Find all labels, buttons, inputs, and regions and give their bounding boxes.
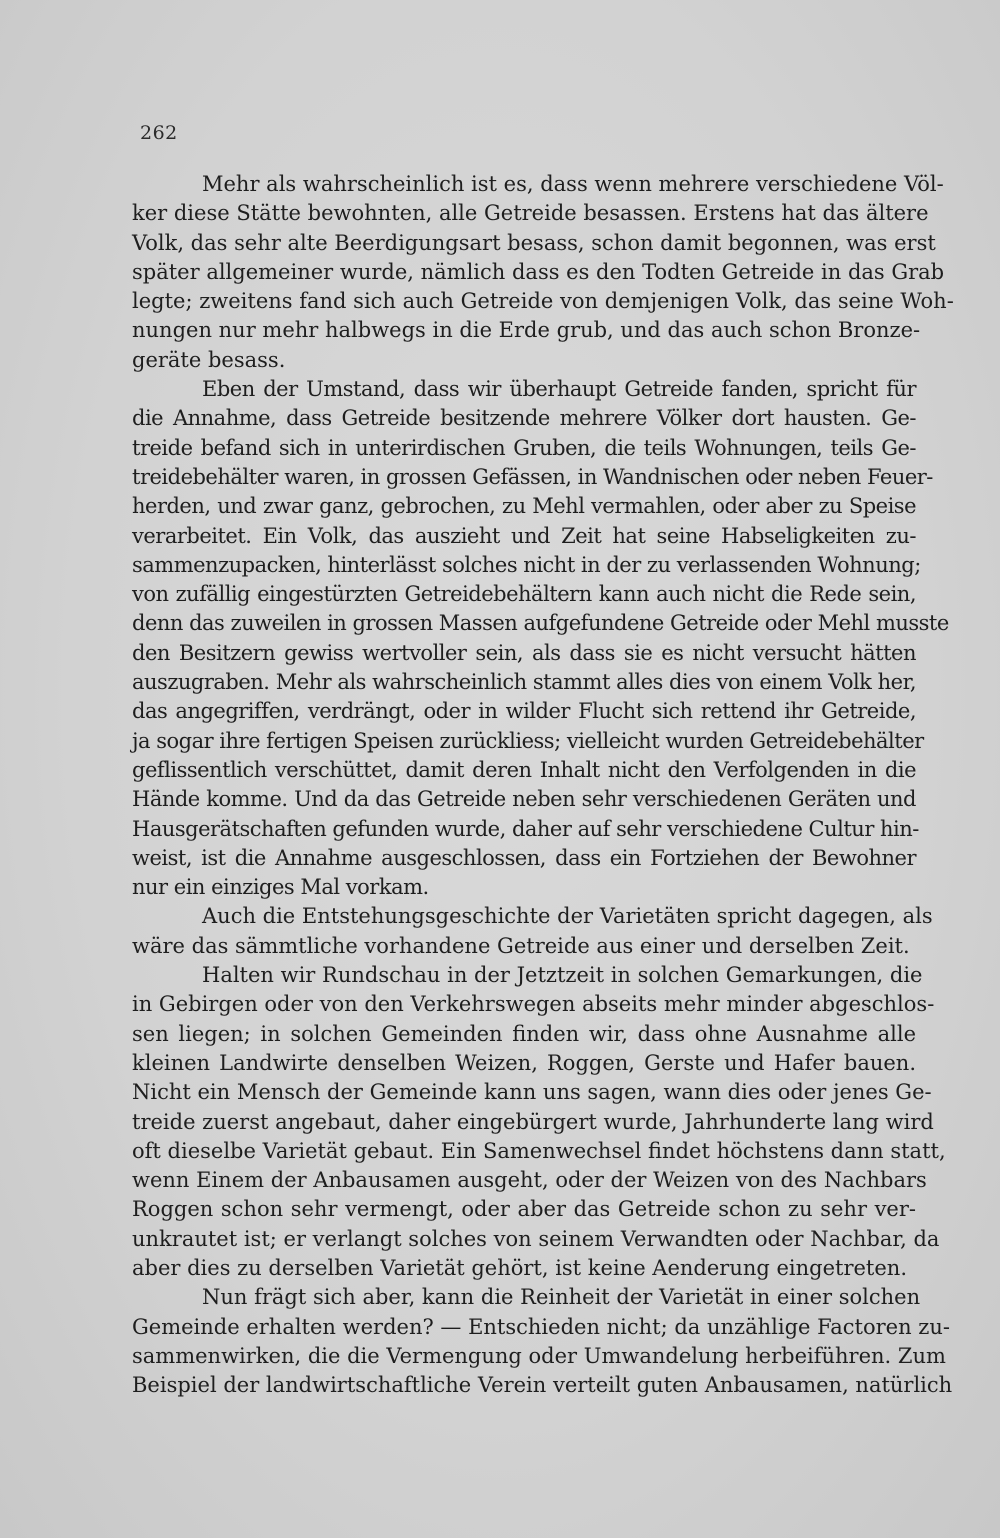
text-line: oft dieselbe Varietät gebaut. Ein Samenwechsel findet höchstens dann statt, — [132, 1138, 946, 1163]
text-line: verarbeitet. Ein Volk, das auszieht und Zeit hat seine Habseligkeiten zu- — [132, 523, 916, 548]
text-line: nur ein einziges Mal vorkam. — [132, 875, 429, 900]
text-line: geräte besass. — [132, 347, 286, 372]
text-line: Nicht ein Mensch der Gemeinde kann uns sagen, wann dies oder jenes Ge- — [132, 1080, 932, 1105]
text-line: unkrautet ist; er verlangt solches von seinem Verwandten oder Nachbar, da — [132, 1226, 940, 1251]
paragraph — [132, 961, 946, 1283]
text-line: herden, und zwar ganz, gebrochen, zu Mehl vermahlen, oder aber zu Speise — [132, 494, 916, 519]
text-line: treidebehälter waren, in grossen Gefässen, in Wandnischen oder neben Feuer- — [132, 464, 933, 489]
text-line: wenn Einem der Anbausamen ausgeht, oder der Weizen von des Nachbars — [132, 1168, 927, 1193]
text-line: Gemeinde erhalten werden? — Entschieden nicht; da unzählige Factoren zu- — [132, 1314, 950, 1339]
text-line: den Besitzern gewiss wertvoller sein, als dass sie es nicht versucht hätten — [132, 640, 916, 665]
paragraph — [132, 170, 954, 375]
text-line: sammenwirken, die die Vermengung oder Umwandelung herbeiführen. Zum — [132, 1343, 946, 1368]
text-line: Hände komme. Und da das Getreide neben sehr verschiedenen Geräten und — [132, 787, 916, 812]
text-line: Halten wir Rundschau in der Jetztzeit in solchen Gemarkungen, die — [202, 963, 923, 988]
text-line: nungen nur mehr halbwegs in die Erde grub, und das auch schon Bronze- — [132, 318, 921, 343]
text-line: kleinen Landwirte denselben Weizen, Roggen, Gerste und Hafer bauen. — [132, 1050, 916, 1075]
text-line: treide zuerst angebaut, daher eingebürgert wurde, Jahrhunderte lang wird — [132, 1109, 934, 1134]
text-line: ja sogar ihre fertigen Speisen zurückliess; vielleicht wurden Getreidebehälter — [132, 728, 924, 753]
text-line: von zufällig eingestürzten Getreidebehältern kann auch nicht die Rede sein, — [132, 582, 916, 607]
paragraph — [132, 375, 949, 902]
text-line: Auch die Entstehungsgeschichte der Varietäten spricht dagegen, als — [202, 904, 933, 929]
text-line: geflissentlich verschüttet, damit deren Inhalt nicht den Verfolgenden in die — [132, 757, 916, 782]
text-line: Beispiel der landwirtschaftliche Verein verteilt guten Anbausamen, natürlich — [132, 1373, 953, 1398]
text-line: ker diese Stätte bewohnten, alle Getreide besassen. Erstens hat das ältere — [132, 201, 929, 226]
text-line: weist, ist die Annahme ausgeschlossen, dass ein Fortziehen der Bewohner — [132, 845, 916, 870]
text-line: Roggen schon sehr vermengt, oder aber das Getreide schon zu sehr ver- — [132, 1197, 916, 1222]
text-line: treide befand sich in unterirdischen Gruben, die teils Wohnungen, teils Ge- — [132, 435, 916, 460]
paragraph — [132, 1283, 953, 1400]
body-text — [132, 170, 954, 1400]
text-line: Eben der Umstand, dass wir überhaupt Getreide fanden, spricht für — [202, 377, 916, 402]
text-line: denn das zuweilen in grossen Massen aufgefundene Getreide oder Mehl musste — [132, 611, 949, 636]
paragraph — [132, 902, 933, 961]
text-line: in Gebirgen oder von den Verkehrswegen abseits mehr minder abgeschlos- — [132, 992, 935, 1017]
page-number: 262 — [140, 122, 178, 144]
text-line: Nun frägt sich aber, kann die Reinheit der Varietät in einer solchen — [202, 1285, 921, 1310]
text-line: sen liegen; in solchen Gemeinden finden wir, dass ohne Ausnahme alle — [132, 1021, 916, 1046]
text-line: Volk, das sehr alte Beerdigungsart besass, schon damit begonnen, was erst — [132, 230, 936, 255]
text-line: das angegriffen, verdrängt, oder in wilder Flucht sich rettend ihr Getreide, — [132, 699, 916, 724]
text-line: später allgemeiner wurde, nämlich dass es den Todten Getreide in das Grab — [132, 259, 945, 284]
text-line: sammenzupacken, hinterlässt solches nicht in der zu verlassenden Wohnung; — [132, 552, 921, 577]
text-line: Mehr als wahrscheinlich ist es, dass wenn mehrere verschiedene Völ- — [202, 172, 944, 196]
text-line: Hausgerätschaften gefunden wurde, daher auf sehr verschiedene Cultur hin- — [132, 816, 919, 841]
text-line: die Annahme, dass Getreide besitzende mehrere Völker dort hausten. Ge- — [132, 406, 916, 431]
text-line: aber dies zu derselben Varietät gehört, ist keine Aenderung eingetreten. — [132, 1255, 908, 1280]
text-line: legte; zweitens fand sich auch Getreide von demjenigen Volk, das seine Woh- — [132, 289, 954, 314]
text-line: wäre das sämmtliche vorhandene Getreide aus einer und derselben Zeit. — [132, 933, 910, 958]
text-line: auszugraben. Mehr als wahrscheinlich stammt alles dies von einem Volk her, — [132, 670, 916, 695]
